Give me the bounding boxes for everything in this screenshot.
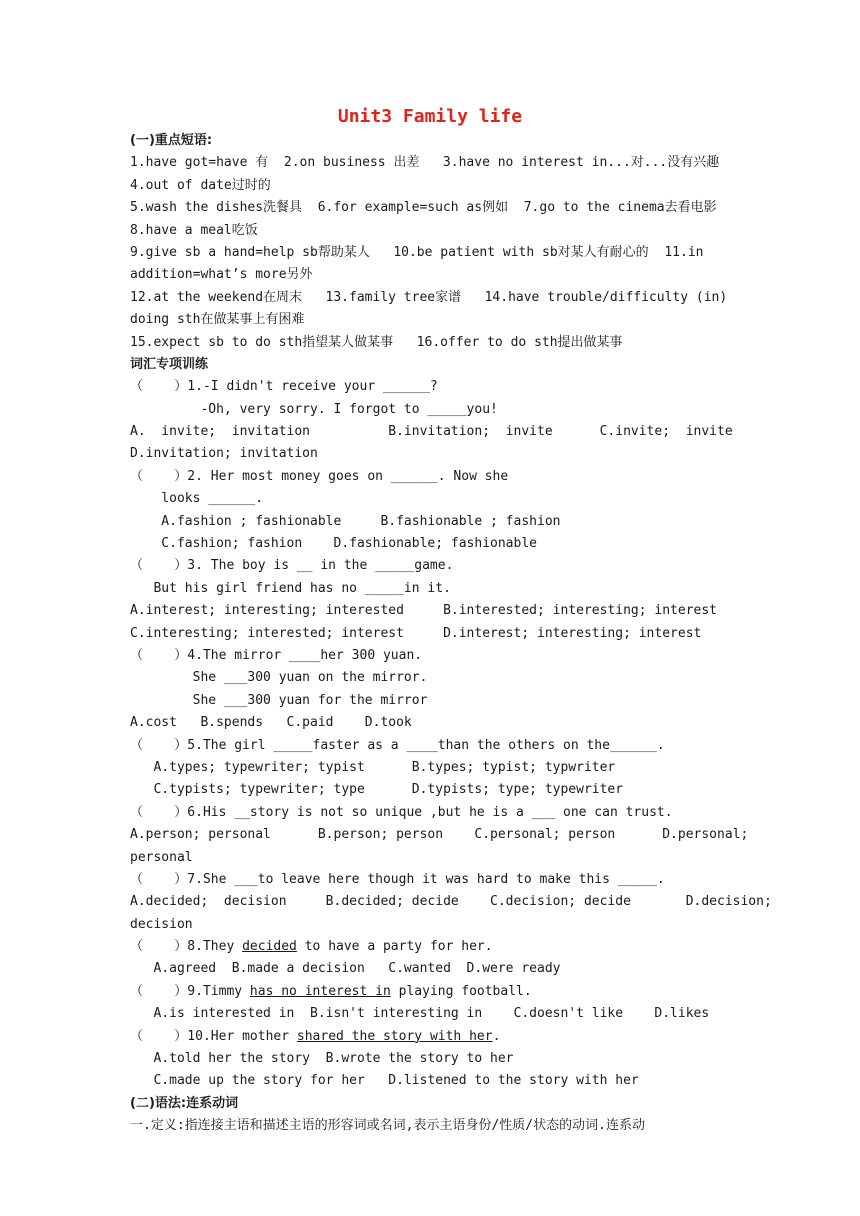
section-heading-phrases: (一)重点短语: — [130, 133, 213, 148]
question-8-stem — [130, 936, 740, 958]
question-9-options: A.is interested in B.isn't interesting in C.doesn't like D.likes — [130, 1006, 710, 1022]
question-7-options: decision — [130, 916, 193, 932]
question-7-stem: （ ）7.She ___to leave here though it was hard to make this _____. — [130, 871, 665, 887]
document-title: Unit3 Family life — [337, 106, 523, 127]
phrase-line: 8.have a meal吃饭 — [130, 222, 258, 238]
phrase-line: doing sth在做某事上有困难 — [130, 312, 305, 328]
phrase-line: 12.at the weekend在周末 13.family tree家谱 14.have trouble/difficulty (in) — [130, 289, 728, 305]
question-6-options: A.person; personal B.person; person C.personal; person D.personal; — [130, 827, 749, 843]
question-1-stem: -Oh, very sorry. I forgot to _____you! — [130, 401, 498, 417]
question-9-stem — [130, 981, 740, 1003]
phrase-line: 5.wash the dishes洗餐具 6.for example=such as例如 7.go to the cinema去看电影 — [130, 200, 717, 216]
phrase-line: addition=what’s more另外 — [130, 267, 313, 283]
question-9-prefix: （ ）9.Timmy — [130, 983, 250, 999]
grammar-definition: 一.定义:指连接主语和描述主语的形容词或名词,表示主语身份/性质/状态的动词.连系动 — [130, 1118, 645, 1134]
section-heading-grammar: (二)语法:连系动词 — [130, 1095, 239, 1111]
question-2-options: C.fashion; fashion D.fashionable; fashionable — [130, 536, 537, 552]
question-9-suffix: playing football. — [390, 983, 532, 999]
question-3-stem: But his girl friend has no _____in it. — [130, 580, 451, 596]
question-1-stem: （ ）1.-I didn't receive your ______? — [130, 379, 438, 395]
question-3-stem: （ ）3. The boy is __ in the _____game. — [130, 558, 454, 574]
question-10-options: C.made up the story for her D.listened to the story with her — [130, 1073, 639, 1089]
question-2-stem: （ ）2. Her most money goes on ______. Now she — [130, 468, 509, 484]
question-6-options: personal — [130, 849, 193, 865]
question-4-stem: （ ）4.The mirror ____her 300 yuan. — [130, 647, 423, 663]
question-3-options: C.interesting; interested; interest D.interest; interesting; interest — [130, 625, 702, 641]
question-10-prefix: （ ）10.Her mother — [130, 1028, 297, 1044]
document-body — [130, 130, 772, 1138]
question-10-underlined: shared the story with her — [296, 1028, 493, 1044]
question-4-options: A.cost B.spends C.paid D.took — [130, 715, 412, 731]
question-10-suffix: . — [492, 1028, 501, 1044]
question-5-options: C.typists; typewriter; type D.typists; type; typewriter — [130, 782, 624, 798]
question-9-underlined: has no interest in — [249, 983, 391, 999]
question-6-stem: （ ）6.His __story is not so unique ,but he is a ___ one can trust. — [130, 804, 673, 820]
question-8-suffix: to have a party for her. — [296, 939, 493, 955]
phrase-line: 1.have got=have 有 2.on business 出差 3.have no interest in...对...没有兴趣 — [130, 155, 720, 171]
phrase-line: 4.out of date过时的 — [130, 177, 271, 193]
question-10-options: A.told her the story B.wrote the story to her — [130, 1051, 514, 1067]
section-heading-vocab: 词汇专项训练 — [130, 356, 209, 372]
phrase-line: 15.expect sb to do sth指望某人做某事 16.offer to do sth提出做某事 — [130, 334, 623, 350]
phrase-line: 9.give sb a hand=help sb帮助某人 10.be patient with sb对某人有耐心的 11.in — [130, 244, 704, 260]
question-8-prefix: （ ）8.They — [130, 939, 243, 955]
question-10-stem — [130, 1026, 740, 1048]
question-8-underlined: decided — [242, 939, 297, 955]
question-4-stem: She ___300 yuan on the mirror. — [130, 670, 428, 686]
question-8-options: A.agreed B.made a decision C.wanted D.were ready — [130, 961, 561, 977]
question-5-options: A.types; typewriter; typist B.types; typist; typwriter — [130, 759, 616, 775]
question-4-stem: She ___300 yuan for the mirror — [130, 692, 428, 708]
question-1-options: A. invite; invitation B.invitation; invite C.invite; invite — [130, 424, 733, 440]
question-7-options: A.decided; decision B.decided; decide C.decision; decide D.decision; — [130, 894, 772, 910]
question-2-options: A.fashion ; fashionable B.fashionable ; fashion — [130, 513, 561, 529]
question-3-options: A.interest; interesting; interested B.interested; interesting; interest — [130, 603, 717, 619]
question-1-options: D.invitation; invitation — [130, 446, 318, 462]
question-2-stem: looks ______. — [130, 491, 264, 507]
question-5-stem: （ ）5.The girl _____faster as a ____than the others on the______. — [130, 737, 665, 753]
